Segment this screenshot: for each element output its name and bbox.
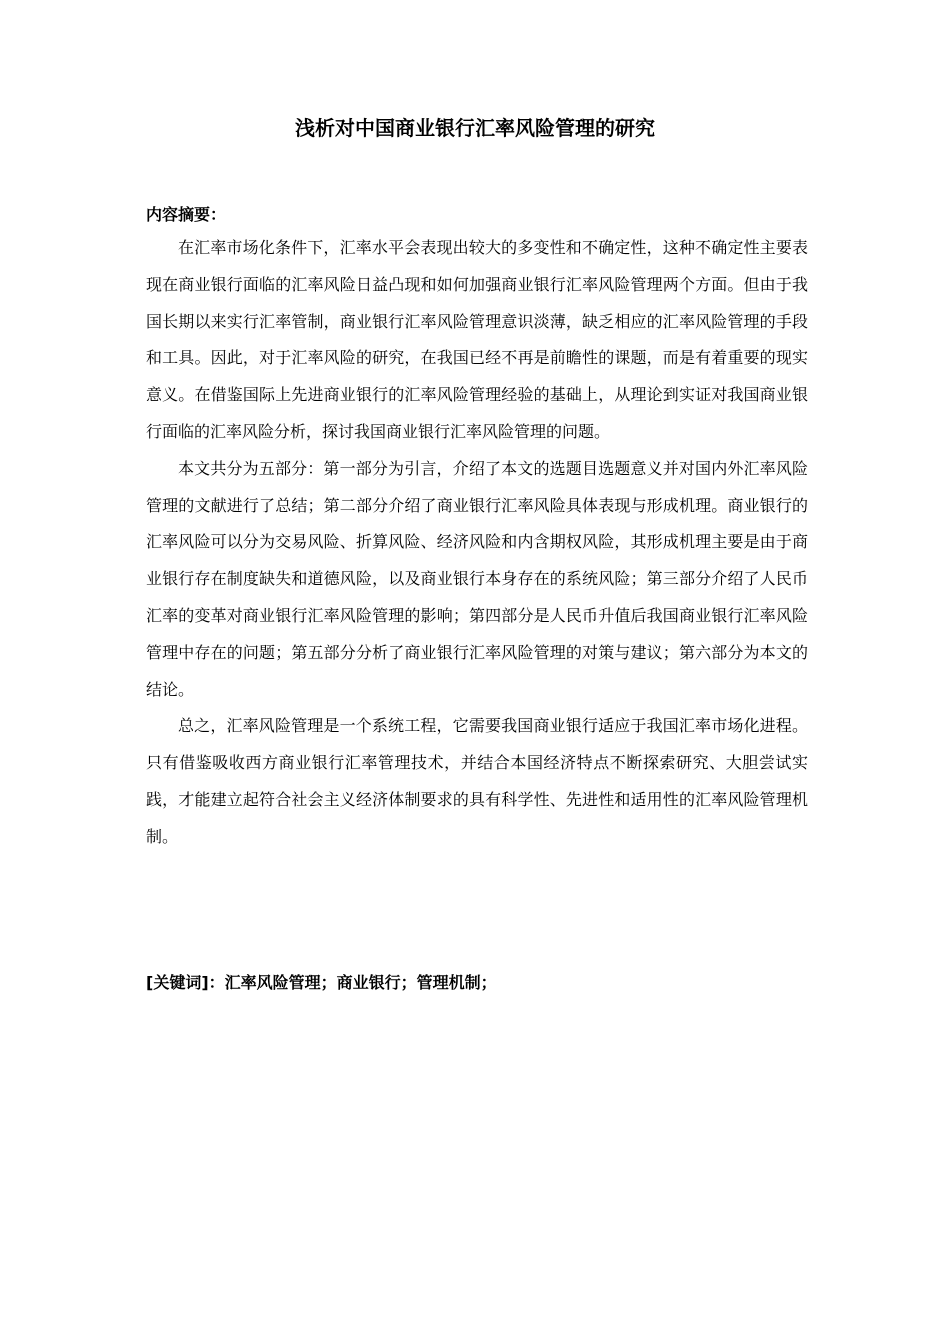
- abstract-heading: 内容摘要：: [146, 205, 227, 224]
- document-title: 浅析对中国商业银行汇率风险管理的研究: [295, 116, 655, 140]
- abstract-paragraph-2: 本文共分为五部分：第一部分为引言，介绍了本文的选题目选题意义并对国内外汇率风险管理的文献进行了总结；第二部分介绍了商业银行汇率风险具体表现与形成机理。商业银行的汇率风险可以分为交易风险、折算风险、经济风险和内含期权风险，其形成机理主要是由于商业银行存在制度缺失和道德风险，以及商业银行本身存在的系统风险；第三部分介绍了人民币汇率的变革对商业银行汇率风险管理的影响；第四部分是人民币升值后我国商业银行汇率风险管理中存在的问题；第五部分分析了商业银行汇率风险管理的对策与建议；第六部分为本文的结论。: [146, 458, 808, 699]
- keywords-line: [关键词]：汇率风险管理；商业银行；管理机制；: [146, 973, 497, 992]
- abstract-paragraph-1: 在汇率市场化条件下，汇率水平会表现出较大的多变性和不确定性，这种不确定性主要表现在商业银行面临的汇率风险日益凸现和如何加强商业银行汇率风险管理两个方面。但由于我国长期以来实行汇率管制，商业银行汇率风险管理意识淡薄，缺乏相应的汇率风险管理的手段和工具。因此，对于汇率风险的研究，在我国已经不再是前瞻性的课题，而是有着重要的现实意义。在借鉴国际上先进商业银行的汇率风险管理经验的基础上，从理论到实证对我国商业银行面临的汇率风险分析，探讨我国商业银行汇率风险管理的问题。: [146, 238, 808, 441]
- abstract-paragraph-3: 总之，汇率风险管理是一个系统工程，它需要我国商业银行适应于我国汇率市场化进程。只有借鉴吸收西方商业银行汇率管理技术，并结合本国经济特点不断探索研究、大胆尝试实践，才能建立起符合社会主义经济体制要求的具有科学性、先进性和适用性的汇率风险管理机制。: [146, 716, 808, 846]
- abstract-body: [146, 230, 808, 856]
